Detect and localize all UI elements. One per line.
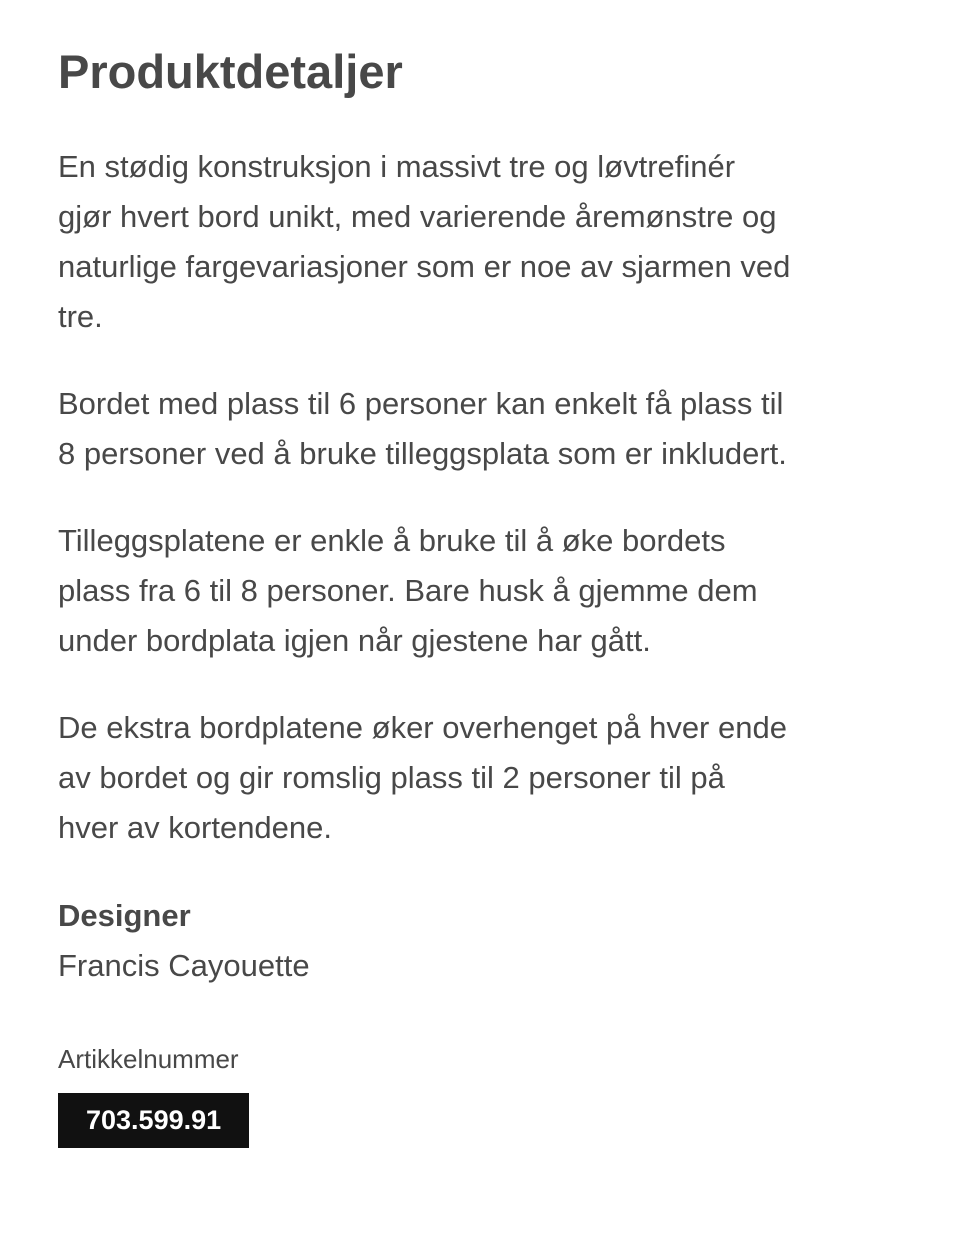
description [58,142,920,853]
paragraph-line: plass fra 6 til 8 personer. Bare husk å gjemme dem [58,573,758,608]
paragraph-line: tre. [58,299,103,334]
paragraph-line: naturlige fargevariasjoner som er noe av sjarmen ved [58,249,791,284]
paragraph-line: En stødig konstruksjon i massivt tre og løvtrefinér [58,149,736,184]
paragraph-line: 8 personer ved å bruke tilleggsplata som er inkludert. [58,436,787,471]
product-details [58,40,920,1148]
paragraph-line: gjør hvert bord unikt, med varierende åremønstre og [58,199,777,234]
designer-name: Francis Cayouette [58,948,310,983]
description-paragraph [58,516,920,666]
paragraph-line: Bordet med plass til 6 personer kan enkelt få plass til [58,386,784,421]
description-paragraph [58,379,920,479]
article-number-label: Artikkelnummer [58,1044,239,1074]
paragraph-line: De ekstra bordplatene øker overhenget på hver ende [58,710,787,745]
description-paragraph [58,703,920,853]
description-paragraph [58,142,920,342]
paragraph-line: Tilleggsplatene er enkle å bruke til å øke bordets [58,523,726,558]
paragraph-line: av bordet og gir romslig plass til 2 personer til på [58,760,725,795]
designer-label: Designer [58,898,191,933]
paragraph-line: hver av kortendene. [58,810,333,845]
paragraph-line: under bordplata igjen når gjestene har gått. [58,623,651,658]
article-number-badge: 703.599.91 [58,1093,249,1148]
page-title: Produktdetaljer [58,45,403,98]
